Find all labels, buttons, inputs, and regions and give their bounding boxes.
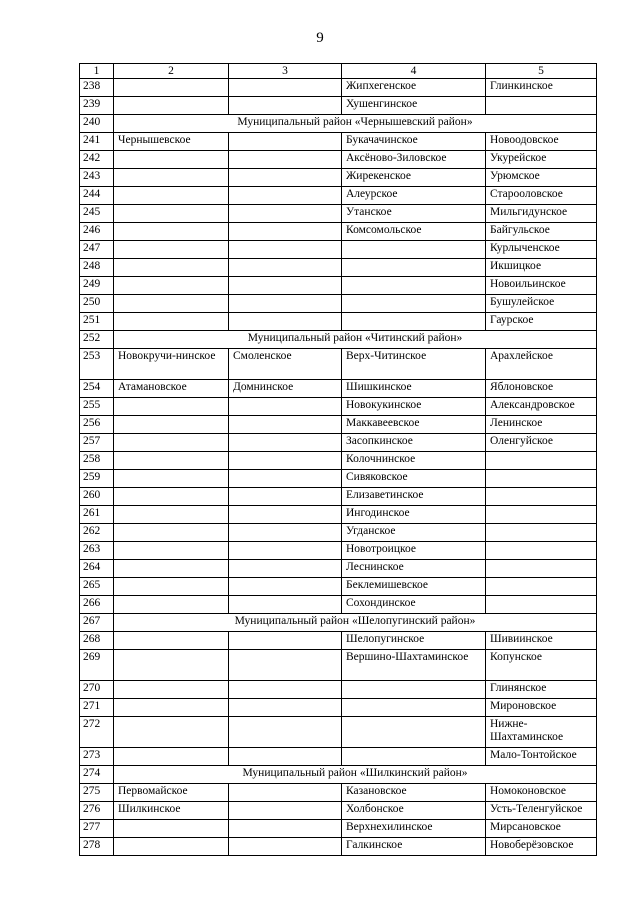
column-4-cell: Сивяковское <box>342 470 486 488</box>
column-3-cell <box>229 434 342 452</box>
column-4-cell: Беклемишевское <box>342 578 486 596</box>
table-row <box>80 681 597 699</box>
column-3-cell <box>229 313 342 331</box>
column-2-cell <box>114 488 229 506</box>
row-number-cell: 258 <box>80 452 114 470</box>
row-number-cell: 252 <box>80 331 114 349</box>
table-row <box>80 97 597 115</box>
settlements-table-body <box>80 64 597 856</box>
column-3-cell: Смоленское <box>229 349 342 380</box>
column-5-cell: Гаурское <box>486 313 597 331</box>
row-number-cell: 262 <box>80 524 114 542</box>
table-row <box>80 542 597 560</box>
column-2-cell <box>114 699 229 717</box>
column-5-cell: Шивиинское <box>486 632 597 650</box>
column-2-cell <box>114 506 229 524</box>
row-number-cell: 268 <box>80 632 114 650</box>
column-4-cell: Новокукинское <box>342 398 486 416</box>
table-row <box>80 506 597 524</box>
row-number-cell: 239 <box>80 97 114 115</box>
column-3-cell <box>229 169 342 187</box>
column-5-cell: Ленинское <box>486 416 597 434</box>
column-4-cell: Ингодинское <box>342 506 486 524</box>
row-number-cell: 260 <box>80 488 114 506</box>
column-3-cell <box>229 452 342 470</box>
column-4-cell <box>342 681 486 699</box>
column-4-cell: Холбонское <box>342 802 486 820</box>
district-heading: Муниципальный район «Читинский район» <box>114 331 597 349</box>
column-2-cell <box>114 717 229 748</box>
column-2-cell <box>114 632 229 650</box>
table-row <box>80 313 597 331</box>
row-number-cell: 249 <box>80 277 114 295</box>
table-row <box>80 295 597 313</box>
column-2-cell <box>114 748 229 766</box>
table-row <box>80 434 597 452</box>
column-4-cell: Шелопугинское <box>342 632 486 650</box>
column-2-cell <box>114 97 229 115</box>
row-number-cell: 242 <box>80 151 114 169</box>
table-row <box>80 398 597 416</box>
column-4-cell: Засопкинское <box>342 434 486 452</box>
column-2-cell <box>114 223 229 241</box>
row-number-cell: 269 <box>80 650 114 681</box>
header-cell: 2 <box>114 64 229 79</box>
column-3-cell <box>229 524 342 542</box>
column-2-cell <box>114 578 229 596</box>
column-2-cell <box>114 596 229 614</box>
column-4-cell <box>342 699 486 717</box>
column-5-cell: Новоодовское <box>486 133 597 151</box>
column-4-cell <box>342 295 486 313</box>
table-row <box>80 223 597 241</box>
district-heading-row <box>80 614 597 632</box>
row-number-cell: 251 <box>80 313 114 331</box>
column-4-cell: Маккавеевское <box>342 416 486 434</box>
column-3-cell <box>229 650 342 681</box>
column-2-cell <box>114 416 229 434</box>
column-5-cell: Бушулейское <box>486 295 597 313</box>
column-5-cell: Новоберёзовское <box>486 838 597 856</box>
column-3-cell <box>229 398 342 416</box>
column-5-cell: Курлыченское <box>486 241 597 259</box>
column-2-cell <box>114 820 229 838</box>
column-4-cell: Аксёново-Зиловское <box>342 151 486 169</box>
table-row <box>80 838 597 856</box>
column-2-cell <box>114 398 229 416</box>
table-row <box>80 151 597 169</box>
row-number-cell: 259 <box>80 470 114 488</box>
column-3-cell <box>229 802 342 820</box>
table-row <box>80 452 597 470</box>
column-3-cell <box>229 259 342 277</box>
column-4-cell: Алеурское <box>342 187 486 205</box>
table-row <box>80 380 597 398</box>
row-number-cell: 254 <box>80 380 114 398</box>
column-3-cell <box>229 277 342 295</box>
column-2-cell <box>114 560 229 578</box>
column-5-cell: Мильгидунское <box>486 205 597 223</box>
row-number-cell: 266 <box>80 596 114 614</box>
district-heading-row <box>80 766 597 784</box>
column-4-cell: Вершино-Шахтаминское <box>342 650 486 681</box>
district-heading-row <box>80 115 597 133</box>
header-cell: 3 <box>229 64 342 79</box>
column-3-cell <box>229 560 342 578</box>
column-4-cell: Сохондинское <box>342 596 486 614</box>
column-2-cell <box>114 650 229 681</box>
column-3-cell <box>229 488 342 506</box>
table-row <box>80 560 597 578</box>
row-number-cell: 271 <box>80 699 114 717</box>
column-3-cell <box>229 416 342 434</box>
column-3-cell <box>229 632 342 650</box>
row-number-cell: 257 <box>80 434 114 452</box>
row-number-cell: 243 <box>80 169 114 187</box>
column-4-cell: Леснинское <box>342 560 486 578</box>
row-number-cell: 238 <box>80 79 114 97</box>
district-heading-row <box>80 331 597 349</box>
column-3-cell <box>229 97 342 115</box>
table-row <box>80 259 597 277</box>
column-2-cell <box>114 452 229 470</box>
column-4-cell <box>342 259 486 277</box>
district-heading: Муниципальный район «Шелопугинский район» <box>114 614 597 632</box>
column-4-cell: Букачачинское <box>342 133 486 151</box>
table-row <box>80 277 597 295</box>
column-4-cell: Колочнинское <box>342 452 486 470</box>
table-row <box>80 205 597 223</box>
row-number-cell: 244 <box>80 187 114 205</box>
column-2-cell <box>114 542 229 560</box>
column-3-cell <box>229 295 342 313</box>
column-3-cell <box>229 681 342 699</box>
column-5-cell <box>486 470 597 488</box>
column-5-cell <box>486 596 597 614</box>
row-number-cell: 250 <box>80 295 114 313</box>
row-number-cell: 263 <box>80 542 114 560</box>
row-number-cell: 253 <box>80 349 114 380</box>
column-3-cell <box>229 133 342 151</box>
table-row <box>80 488 597 506</box>
column-4-cell <box>342 717 486 748</box>
table-row <box>80 79 597 97</box>
column-4-cell: Шишкинское <box>342 380 486 398</box>
column-4-cell: Утанское <box>342 205 486 223</box>
table-row <box>80 187 597 205</box>
column-4-cell: Комсомольское <box>342 223 486 241</box>
table-row <box>80 524 597 542</box>
table-header-row <box>80 64 597 79</box>
table-row <box>80 699 597 717</box>
header-cell: 4 <box>342 64 486 79</box>
row-number-cell: 248 <box>80 259 114 277</box>
column-2-cell <box>114 295 229 313</box>
header-cell: 5 <box>486 64 597 79</box>
column-3-cell <box>229 79 342 97</box>
column-3-cell <box>229 748 342 766</box>
column-5-cell: Глинкинское <box>486 79 597 97</box>
column-4-cell: Новотроицкое <box>342 542 486 560</box>
column-5-cell <box>486 542 597 560</box>
column-2-cell: Первомайское <box>114 784 229 802</box>
column-2-cell: Шилкинское <box>114 802 229 820</box>
row-number-cell: 256 <box>80 416 114 434</box>
column-2-cell: Чернышевское <box>114 133 229 151</box>
column-5-cell: Оленгуйское <box>486 434 597 452</box>
table-row <box>80 802 597 820</box>
column-5-cell: Старооловское <box>486 187 597 205</box>
table-row <box>80 596 597 614</box>
table-row <box>80 820 597 838</box>
column-2-cell <box>114 241 229 259</box>
table-row <box>80 349 597 380</box>
column-2-cell <box>114 205 229 223</box>
column-2-cell <box>114 470 229 488</box>
column-5-cell: Байгульское <box>486 223 597 241</box>
column-5-cell <box>486 578 597 596</box>
column-3-cell <box>229 223 342 241</box>
column-3-cell <box>229 205 342 223</box>
table-row <box>80 748 597 766</box>
column-4-cell: Жипхегенское <box>342 79 486 97</box>
column-5-cell: Икшицкое <box>486 259 597 277</box>
column-5-cell <box>486 524 597 542</box>
column-5-cell: Усть-Теленгуйское <box>486 802 597 820</box>
column-2-cell <box>114 151 229 169</box>
column-4-cell: Казановское <box>342 784 486 802</box>
column-4-cell: Елизаветинское <box>342 488 486 506</box>
column-2-cell <box>114 259 229 277</box>
column-2-cell <box>114 524 229 542</box>
row-number-cell: 265 <box>80 578 114 596</box>
column-5-cell <box>486 97 597 115</box>
column-2-cell <box>114 313 229 331</box>
row-number-cell: 245 <box>80 205 114 223</box>
column-5-cell <box>486 452 597 470</box>
column-2-cell <box>114 681 229 699</box>
table-row <box>80 416 597 434</box>
column-5-cell: Мирсановское <box>486 820 597 838</box>
column-3-cell <box>229 506 342 524</box>
page-number: 9 <box>316 30 324 46</box>
column-4-cell: Угданское <box>342 524 486 542</box>
column-3-cell <box>229 578 342 596</box>
column-2-cell <box>114 434 229 452</box>
table-row <box>80 650 597 681</box>
column-3-cell <box>229 784 342 802</box>
table-row <box>80 470 597 488</box>
column-5-cell: Укурейское <box>486 151 597 169</box>
column-4-cell: Жирекенское <box>342 169 486 187</box>
column-3-cell: Домнинское <box>229 380 342 398</box>
row-number-cell: 276 <box>80 802 114 820</box>
column-3-cell <box>229 151 342 169</box>
row-number-cell: 274 <box>80 766 114 784</box>
row-number-cell: 275 <box>80 784 114 802</box>
column-5-cell: Александровское <box>486 398 597 416</box>
column-4-cell <box>342 313 486 331</box>
column-4-cell: Верх-Читинское <box>342 349 486 380</box>
table-row <box>80 717 597 748</box>
column-3-cell <box>229 596 342 614</box>
column-4-cell <box>342 748 486 766</box>
district-heading: Муниципальный район «Шилкинский район» <box>114 766 597 784</box>
column-4-cell: Хушенгинское <box>342 97 486 115</box>
column-5-cell <box>486 560 597 578</box>
column-2-cell: Новокручи-нинское <box>114 349 229 380</box>
column-3-cell <box>229 187 342 205</box>
row-number-cell: 277 <box>80 820 114 838</box>
column-3-cell <box>229 470 342 488</box>
column-3-cell <box>229 542 342 560</box>
column-3-cell <box>229 838 342 856</box>
column-5-cell <box>486 506 597 524</box>
row-number-cell: 240 <box>80 115 114 133</box>
column-5-cell: Мало-Тонтойское <box>486 748 597 766</box>
column-4-cell <box>342 241 486 259</box>
table-row <box>80 169 597 187</box>
row-number-cell: 247 <box>80 241 114 259</box>
row-number-cell: 261 <box>80 506 114 524</box>
column-5-cell <box>486 488 597 506</box>
table-row <box>80 784 597 802</box>
column-2-cell <box>114 187 229 205</box>
column-2-cell <box>114 79 229 97</box>
table-row <box>80 578 597 596</box>
row-number-cell: 246 <box>80 223 114 241</box>
column-3-cell <box>229 820 342 838</box>
district-heading: Муниципальный район «Чернышевский район» <box>114 115 597 133</box>
column-2-cell <box>114 169 229 187</box>
row-number-cell: 272 <box>80 717 114 748</box>
column-3-cell <box>229 717 342 748</box>
column-2-cell <box>114 838 229 856</box>
table-row <box>80 632 597 650</box>
row-number-cell: 241 <box>80 133 114 151</box>
row-number-cell: 270 <box>80 681 114 699</box>
column-5-cell: Новоильинское <box>486 277 597 295</box>
column-5-cell: Урюмское <box>486 169 597 187</box>
column-5-cell: Копунское <box>486 650 597 681</box>
row-number-cell: 278 <box>80 838 114 856</box>
column-5-cell: Яблоновское <box>486 380 597 398</box>
column-5-cell: Арахлейское <box>486 349 597 380</box>
column-3-cell <box>229 699 342 717</box>
column-5-cell: Глинянское <box>486 681 597 699</box>
column-2-cell: Атамановское <box>114 380 229 398</box>
column-5-cell: Нижне-Шахтаминское <box>486 717 597 748</box>
column-4-cell: Галкинское <box>342 838 486 856</box>
column-3-cell <box>229 241 342 259</box>
column-5-cell: Мироновское <box>486 699 597 717</box>
column-2-cell <box>114 277 229 295</box>
column-4-cell: Верхнехилинское <box>342 820 486 838</box>
row-number-cell: 273 <box>80 748 114 766</box>
header-cell: 1 <box>80 64 114 79</box>
row-number-cell: 264 <box>80 560 114 578</box>
table-row <box>80 133 597 151</box>
column-4-cell <box>342 277 486 295</box>
column-5-cell: Номоконовское <box>486 784 597 802</box>
row-number-cell: 255 <box>80 398 114 416</box>
row-number-cell: 267 <box>80 614 114 632</box>
settlements-table <box>79 63 597 856</box>
table-row <box>80 241 597 259</box>
